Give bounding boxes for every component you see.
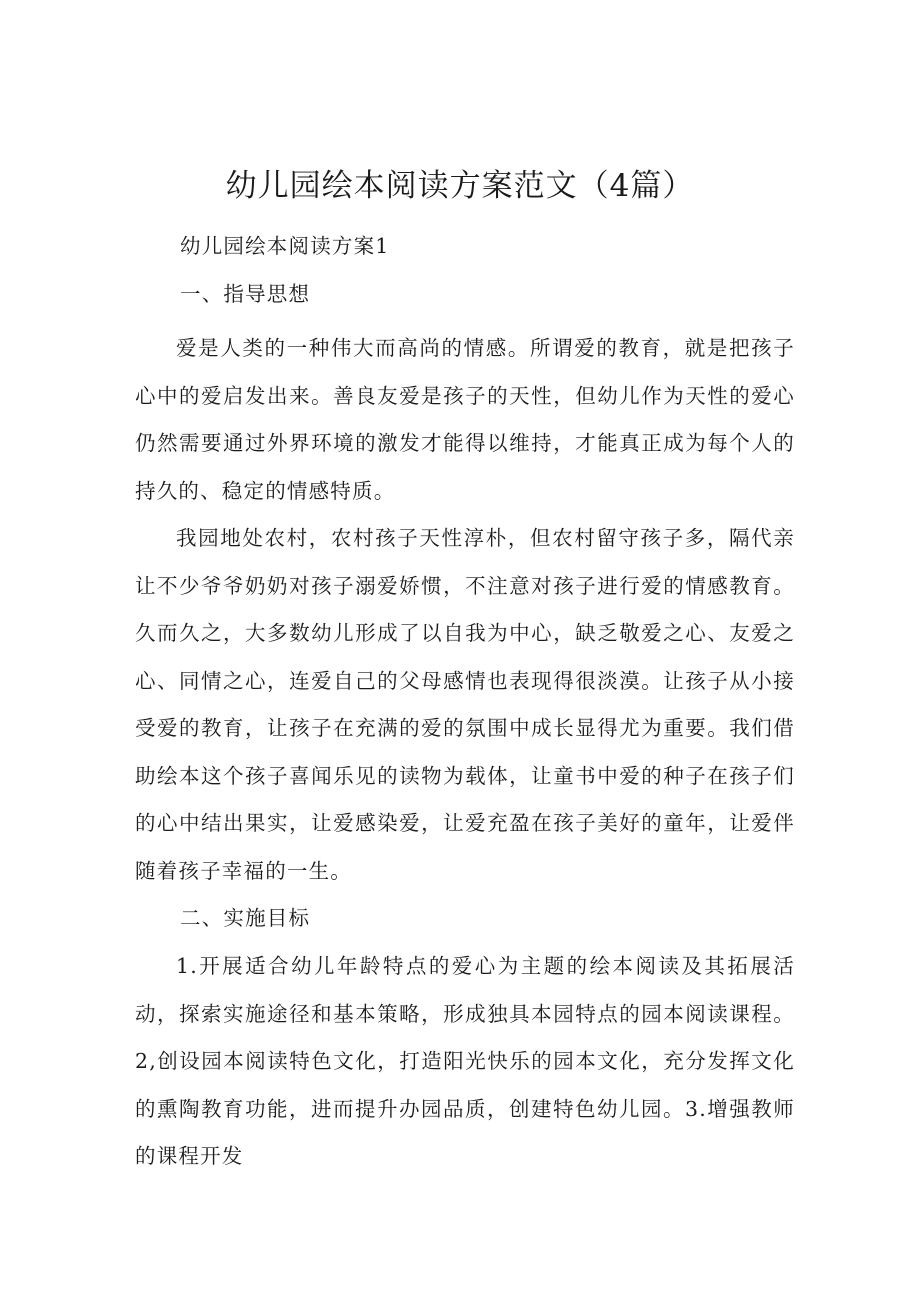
plan-subtitle: 幼儿园绘本阅读方案1: [180, 234, 390, 258]
paragraph-love-education: 爱是人类的一种伟大而高尚的情感。所谓爱的教育，就是把孩子心中的爱启发出来。善良友爱是孩子的天性，但幼儿作为天性的爱心仍然需要通过外界环境的激发才能得以维持，才能真正成为每个人的持久的、稳定的情感特质。: [135, 336, 795, 503]
paragraph-goals: 1.开展适合幼儿年龄特点的爱心为主题的绘本阅读及其拓展活动，探索实施途径和基本策略，形成独具本园特点的园本阅读课程。2,创设园本阅读特色文化，打造阳光快乐的园本文化，充分发挥文化的熏陶教育功能，进而提升办园品质，创建特色幼儿园。3.增强教师的课程开发: [135, 954, 795, 1168]
paragraph-rural-kindergarten: 我园地处农村，农村孩子天性淳朴，但农村留守孩子多，隔代亲让不少爷爷奶奶对孩子溺爱娇惯，不注意对孩子进行爱的情感教育。久而久之，大多数幼儿形成了以自我为中心，缺乏敬爱之心、友爱之心、同情之心，连爱自己的父母感情也表现得很淡漠。让孩子从小接受爱的教育，让孩子在充满的爱的氛围中成长显得尤为重要。我们借助绘本这个孩子喜闻乐见的读物为载体，让童书中爱的种子在孩子们的心中结出果实，让爱感染爱，让爱充盈在孩子美好的童年，让爱伴随着孩子幸福的一生。: [135, 526, 795, 883]
document-title: 幼儿园绘本阅读方案范文（4篇）: [225, 168, 695, 204]
section-heading-goals: 二、实施目标: [180, 906, 311, 930]
section-heading-guiding-thought: 一、指导思想: [180, 282, 311, 306]
